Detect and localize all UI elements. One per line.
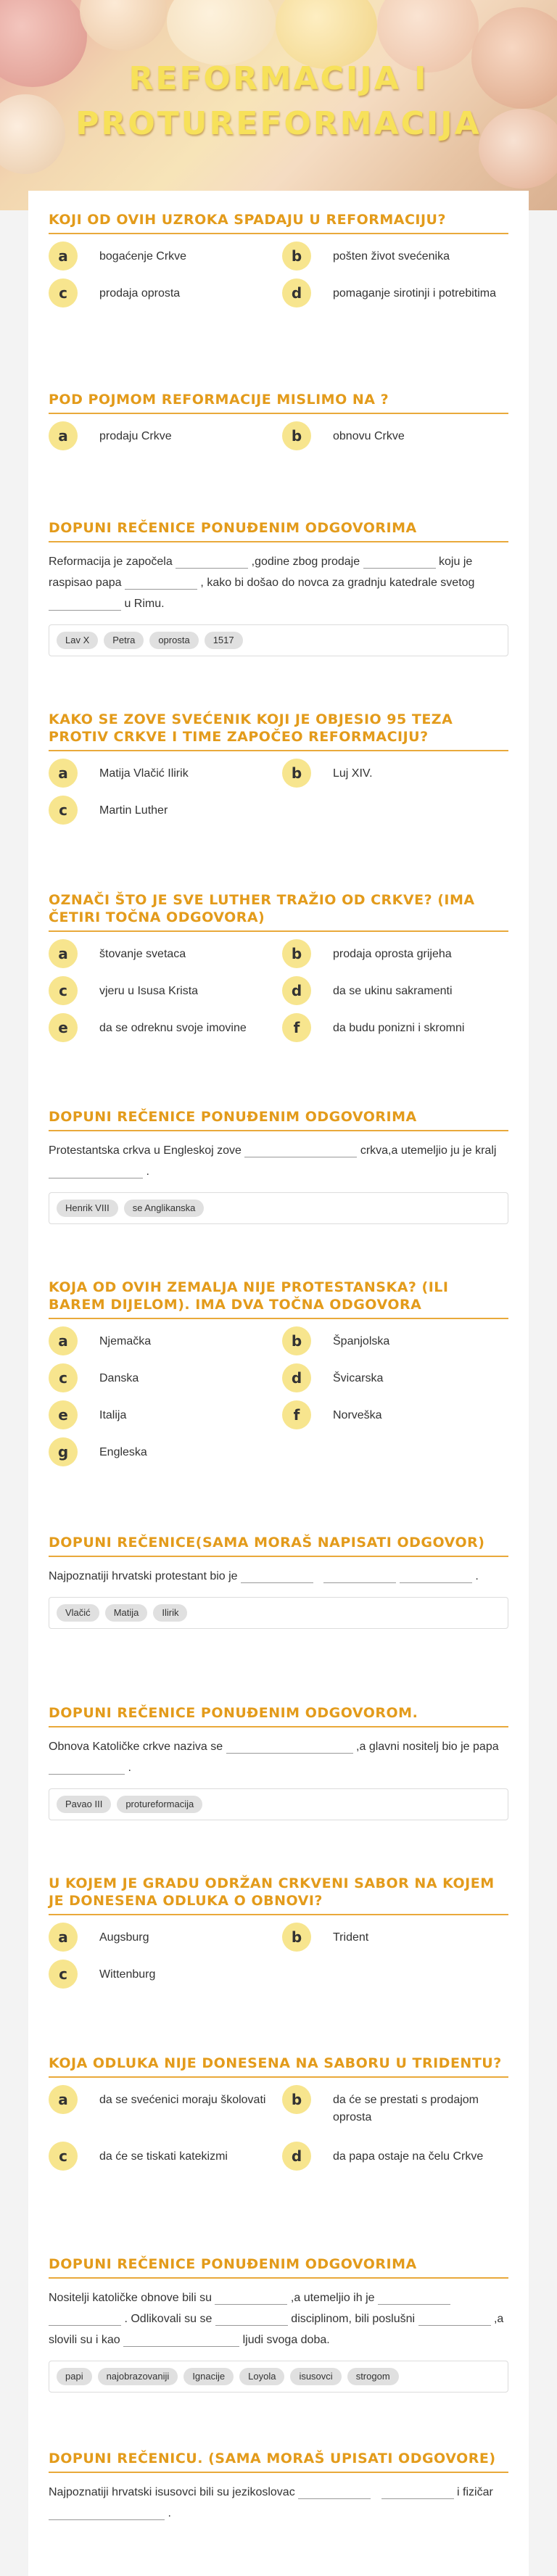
- answer-chip[interactable]: Lav X: [57, 632, 98, 649]
- question-title: KOJA ODLUKA NIJE DONESENA NA SABORU U TRIDENTU?: [49, 2055, 508, 2078]
- answer-option[interactable]: [49, 2085, 273, 2114]
- option-letter-badge: c: [49, 976, 78, 1005]
- page-title: REFORMACIJA I PROTUREFORMACIJA: [75, 60, 482, 142]
- question-block: [49, 2450, 508, 2524]
- question-title: DOPUNI REČENICU. (SAMA MORAŠ UPISATI ODGOVORE): [49, 2450, 508, 2473]
- answer-option[interactable]: [282, 242, 507, 271]
- answer-chip[interactable]: papi: [57, 2368, 92, 2385]
- worksheet-card: [28, 191, 529, 2576]
- option-letter-badge: d: [282, 976, 311, 1005]
- blank-input[interactable]: [49, 598, 121, 611]
- option-text: Martin Luther: [99, 804, 168, 817]
- answer-option[interactable]: [282, 1923, 507, 1952]
- question-title: KOJI OD OVIH UZROKA SPADAJU U REFORMACIJU?: [49, 211, 508, 234]
- answer-chip[interactable]: Matija: [105, 1604, 148, 1622]
- option-text: štovanje svetaca: [99, 948, 186, 960]
- answer-chip[interactable]: Loyola: [239, 2368, 284, 2385]
- answer-bank: [49, 1597, 508, 1629]
- answer-chip[interactable]: isusovci: [290, 2368, 341, 2385]
- answer-option[interactable]: [49, 1400, 273, 1429]
- answer-option[interactable]: [49, 759, 273, 788]
- option-text: Wittenburg: [99, 1968, 156, 1981]
- fill-in-sentence: Najpoznatiji hrvatski protestant bio je .: [49, 1570, 479, 1582]
- answer-option[interactable]: [49, 1013, 273, 1042]
- blank-input[interactable]: [176, 556, 248, 569]
- option-text: pomaganje sirotinji i potrebitima: [333, 287, 496, 300]
- blank-input[interactable]: [241, 1570, 313, 1583]
- answer-bank: [49, 2361, 508, 2393]
- answer-chip[interactable]: najobrazovaniji: [98, 2368, 178, 2385]
- option-letter-badge: d: [282, 1363, 311, 1392]
- option-text: da se ukinu sakramenti: [333, 985, 453, 997]
- option-letter-badge: d: [282, 278, 311, 307]
- fill-in-sentence: Reformacija je započela ,godine zbog prodaje koju je raspisao papa , kako bi došao do novca za gradnju katedrale svetog u Rimu.: [49, 556, 475, 610]
- answer-option[interactable]: [282, 1363, 507, 1392]
- answer-option[interactable]: [282, 421, 507, 450]
- fill-in-sentence: Najpoznatiji hrvatski isusovci bili su jezikoslovac i fizičar .: [49, 2486, 493, 2519]
- answer-option[interactable]: [282, 1400, 507, 1429]
- blank-input[interactable]: [49, 2313, 121, 2326]
- blank-input[interactable]: [418, 2313, 491, 2326]
- option-text: Norveška: [333, 1409, 382, 1421]
- question-title: KOJA OD OVIH ZEMALJA NIJE PROTESTANSKA? (ILI BAREM DIJELOM). IMA DVA TOČNA ODGOVORA: [49, 1279, 508, 1319]
- answer-chip[interactable]: 1517: [205, 632, 243, 649]
- blank-input[interactable]: [378, 2292, 450, 2305]
- option-letter-badge: a: [49, 1326, 78, 1355]
- answer-option[interactable]: [282, 976, 507, 1005]
- option-text: Trident: [333, 1931, 369, 1944]
- question-title: OZNAČI ŠTO JE SVE LUTHER TRAŽIO OD CRKVE? (IMA ČETIRI TOČNA ODGOVORA): [49, 891, 508, 932]
- option-text: Njemačka: [99, 1335, 152, 1347]
- option-text: Augsburg: [99, 1931, 149, 1944]
- answer-option[interactable]: [49, 1363, 273, 1392]
- answer-chip[interactable]: Ilirik: [153, 1604, 187, 1622]
- answer-option[interactable]: [49, 1437, 273, 1466]
- answer-option[interactable]: [49, 1326, 273, 1355]
- option-letter-badge: g: [49, 1437, 78, 1466]
- answer-option[interactable]: [282, 1013, 507, 1042]
- answer-option[interactable]: [49, 939, 273, 968]
- option-letter-badge: c: [49, 796, 78, 825]
- question-block: [49, 891, 508, 1046]
- blank-input[interactable]: [226, 1741, 353, 1754]
- option-text: da se svećenici moraju školovati: [99, 2094, 266, 2106]
- option-text: Luj XIV.: [333, 767, 373, 780]
- question-title: DOPUNI REČENICE PONUĐENIM ODGOVORIMA: [49, 1108, 508, 1131]
- fill-in-sentence: Protestantska crkva u Engleskoj zove crkva,a utemeljio ju je kralj .: [49, 1144, 497, 1178]
- option-letter-badge: a: [49, 2085, 78, 2114]
- option-letter-badge: d: [282, 2142, 311, 2171]
- blank-input[interactable]: [381, 2486, 454, 2499]
- option-text: pošten život svećenika: [333, 250, 450, 263]
- answer-chip[interactable]: Henrik VIII: [57, 1200, 118, 1217]
- answer-option[interactable]: [49, 421, 273, 450]
- option-text: Italija: [99, 1409, 127, 1421]
- seashell-image: [167, 0, 276, 65]
- option-letter-badge: f: [282, 1013, 311, 1042]
- option-text: obnovu Crkve: [333, 430, 405, 442]
- question-block: [49, 711, 508, 828]
- answer-option[interactable]: [282, 1326, 507, 1355]
- blank-input[interactable]: [298, 2486, 371, 2499]
- answer-chip[interactable]: Ignacije: [183, 2368, 234, 2385]
- option-letter-badge: a: [49, 421, 78, 450]
- hero-banner: [0, 0, 557, 210]
- fill-in-sentence: Obnova Katoličke crkve naziva se ,a glavni nositelj bio je papa .: [49, 1741, 499, 1774]
- option-text: vjeru u Isusa Krista: [99, 985, 199, 997]
- option-letter-badge: e: [49, 1400, 78, 1429]
- answer-bank: [49, 624, 508, 656]
- option-letter-badge: b: [282, 2085, 311, 2114]
- seashell-image: [80, 0, 167, 51]
- answer-option[interactable]: [282, 2142, 507, 2171]
- option-letter-badge: a: [49, 759, 78, 788]
- question-block: [49, 211, 508, 321]
- answer-option[interactable]: [49, 1923, 273, 1952]
- option-text: Švicarska: [333, 1372, 384, 1384]
- option-letter-badge: b: [282, 939, 311, 968]
- option-text: Engleska: [99, 1446, 147, 1458]
- blank-input[interactable]: [49, 1165, 143, 1178]
- answer-option[interactable]: [49, 278, 273, 307]
- option-text: da budu ponizni i skromni: [333, 1022, 465, 1034]
- question-block: [49, 1279, 508, 1471]
- option-letter-badge: c: [49, 1960, 78, 1989]
- question-title: POD POJMOM REFORMACIJE MISLIMO NA ?: [49, 391, 508, 414]
- option-text: Matija Vlačić Ilirik: [99, 767, 189, 780]
- answer-option[interactable]: [282, 278, 507, 307]
- answer-chip[interactable]: protureformacija: [117, 1796, 202, 1813]
- answer-chip[interactable]: Petra: [104, 632, 144, 649]
- blank-input[interactable]: [363, 556, 436, 569]
- answer-option[interactable]: [282, 939, 507, 968]
- option-text: Španjolska: [333, 1335, 390, 1347]
- answer-option[interactable]: [49, 976, 273, 1005]
- option-letter-badge: a: [49, 1923, 78, 1952]
- option-letter-badge: c: [49, 278, 78, 307]
- blank-input[interactable]: [125, 577, 197, 590]
- option-text: da papa ostaje na čelu Crkve: [333, 2150, 484, 2163]
- option-text: prodaju Crkve: [99, 430, 172, 442]
- option-letter-badge: f: [282, 1400, 311, 1429]
- option-letter-badge: c: [49, 1363, 78, 1392]
- answer-chip[interactable]: se Anglikanska: [124, 1200, 205, 1217]
- question-block: [49, 391, 508, 453]
- answer-chip[interactable]: strogom: [347, 2368, 399, 2385]
- option-letter-badge: c: [49, 2142, 78, 2171]
- answer-chip[interactable]: Vlačić: [57, 1604, 99, 1622]
- question-title: KAKO SE ZOVE SVEĆENIK KOJI JE OBJESIO 95 TEZA PROTIV CRKVE I TIME ZAPOČEO REFORMACIJU?: [49, 711, 508, 751]
- option-letter-badge: a: [49, 939, 78, 968]
- option-text: da će se tiskati katekizmi: [99, 2150, 228, 2163]
- option-text: da će se prestati s prodajom oprosta: [333, 2094, 479, 2123]
- answer-chip[interactable]: oprosta: [149, 632, 198, 649]
- blank-input[interactable]: [244, 1144, 357, 1157]
- option-letter-badge: b: [282, 1923, 311, 1952]
- question-block: [49, 2255, 508, 2393]
- answer-chip[interactable]: Pavao III: [57, 1796, 111, 1813]
- answer-option[interactable]: [49, 242, 273, 271]
- blank-input[interactable]: [49, 1762, 125, 1775]
- answer-bank: [49, 1788, 508, 1820]
- question-block: [49, 1108, 508, 1224]
- blank-input[interactable]: [215, 2292, 287, 2305]
- question-block: [49, 1875, 508, 1992]
- answer-option[interactable]: [49, 796, 273, 825]
- option-letter-badge: a: [49, 242, 78, 271]
- option-letter-badge: b: [282, 759, 311, 788]
- option-text: bogaćenje Crkve: [99, 250, 187, 263]
- answer-option[interactable]: [282, 759, 507, 788]
- question-block: [49, 2055, 508, 2179]
- question-title: U KOJEM JE GRADU ODRŽAN CRKVENI SABOR NA KOJEM JE DONESENA ODLUKA O OBNOVI?: [49, 1875, 508, 1915]
- fill-in-sentence: Nositelji katoličke obnove bili su ,a utemeljio ih je . Odlikovali su se disciplinom, bili poslušni ,a slovili su i kao ljudi svoga doba.: [49, 2292, 504, 2346]
- blank-input[interactable]: [400, 1570, 472, 1583]
- option-letter-badge: b: [282, 1326, 311, 1355]
- blank-input[interactable]: [323, 1570, 396, 1583]
- question-title: DOPUNI REČENICE PONUĐENIM ODGOVORIMA: [49, 2255, 508, 2279]
- answer-option[interactable]: [49, 1960, 273, 1989]
- blank-input[interactable]: [123, 2334, 239, 2347]
- option-text: prodaja oprosta grijeha: [333, 948, 452, 960]
- question-block: [49, 1534, 508, 1629]
- option-text: da se odreknu svoje imovine: [99, 1022, 247, 1034]
- option-letter-badge: b: [282, 242, 311, 271]
- question-block: [49, 519, 508, 656]
- question-title: DOPUNI REČENICE(SAMA MORAŠ NAPISATI ODGOVOR): [49, 1534, 508, 1557]
- option-letter-badge: e: [49, 1013, 78, 1042]
- question-title: DOPUNI REČENICE PONUĐENIM ODGOVOROM.: [49, 1704, 508, 1727]
- answer-option[interactable]: [282, 2085, 507, 2126]
- option-text: Danska: [99, 1372, 139, 1384]
- option-text: prodaja oprosta: [99, 287, 181, 300]
- blank-input[interactable]: [49, 2507, 165, 2520]
- question-block: [49, 1704, 508, 1820]
- blank-input[interactable]: [215, 2313, 288, 2326]
- option-letter-badge: b: [282, 421, 311, 450]
- answer-option[interactable]: [49, 2142, 273, 2171]
- question-title: DOPUNI REČENICE PONUĐENIM ODGOVORIMA: [49, 519, 508, 542]
- answer-bank: [49, 1192, 508, 1224]
